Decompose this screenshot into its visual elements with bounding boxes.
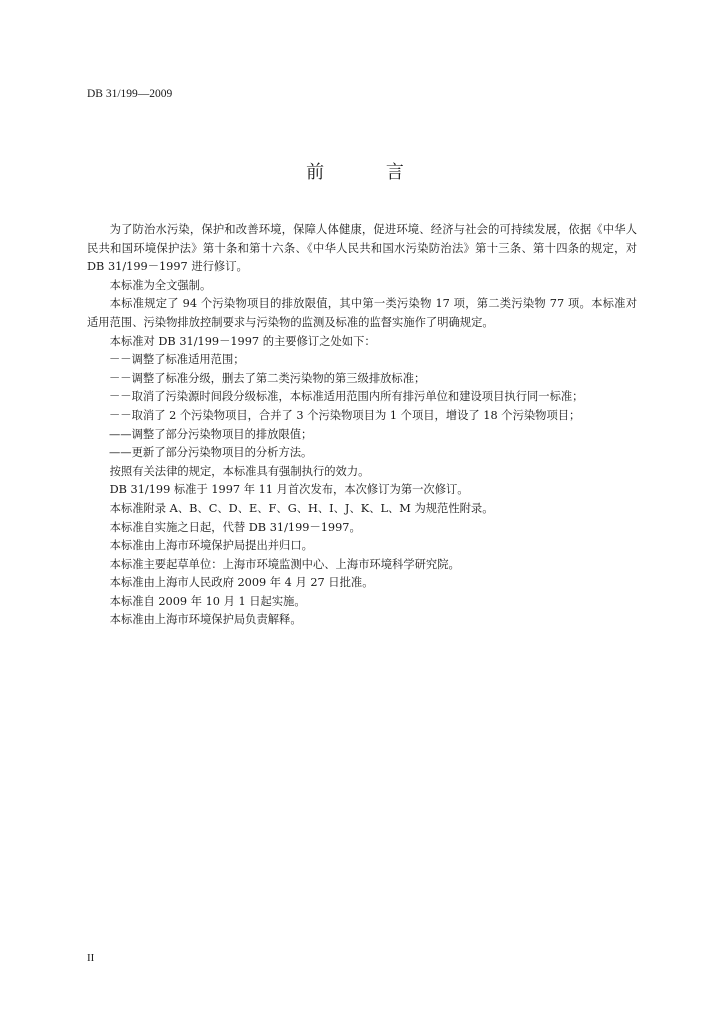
revisions-intro: 本标准对 DB 31/199－1997 的主要修订之处如下： <box>109 334 376 348</box>
closing-line: 本标准主要起草单位：上海市环境监测中心、上海市环境科学研究院。 <box>109 557 460 571</box>
closing-line: 按照有关法律的规定，本标准具有强制执行的效力。 <box>109 464 370 478</box>
closing-line: 本标准由上海市环境保护局负责解释。 <box>109 613 302 627</box>
revision-item: －－取消了污染源时间段分级标准，本标准适用范围内所有排污单位和建设项目执行同一标准； <box>109 390 584 404</box>
page-title: 前 言 <box>306 162 432 183</box>
revision-item: －－取消了 2 个污染物项目，合并了 3 个污染物项目为 1 个项目，增设了 18 个污染物项目； <box>109 408 581 422</box>
mandatory-statement: 本标准为全文强制。 <box>109 278 212 292</box>
closing-line: 本标准由上海市环境保护局提出并归口。 <box>109 539 313 553</box>
intro-paragraph: 为了防治水污染，保护和改善环境，保障人体健康，促进环境、经济与社会的可持续发展，依据《中华人民共和国环境保护法》第十条和第十六条、《中华人民共和国水污染防治法》第十三条、第十四条的规定，对 DB 31/199－1997 进行修订。 <box>87 223 637 274</box>
page-number: II <box>87 952 95 964</box>
standard-code-header: DB 31/199—2009 <box>87 88 173 100</box>
revision-item: ——更新了部分污染物项目的分析方法。 <box>109 446 313 460</box>
revision-item: －－调整了标准分级，删去了第二类污染物的第三级排放标准； <box>109 371 426 385</box>
document-body <box>87 221 637 630</box>
revision-list <box>87 351 637 463</box>
closing-line: 本标准由上海市人民政府 2009 年 4 月 27 日批准。 <box>109 576 374 590</box>
revision-item: －－调整了标准适用范围； <box>109 353 245 367</box>
scope-paragraph: 本标准规定了 94 个污染物项目的排放限值，其中第一类污染物 17 项，第二类污染物 77 项。本标准对适用范围、污染物排放控制要求与污染物的监测及标准的监督实施作了明确规定。 <box>87 297 637 329</box>
closing-statements <box>87 463 637 630</box>
closing-line: 本标准附录 A、B、C、D、E、F、G、H、I、J、K、L、M 为规范性附录。 <box>109 501 494 515</box>
revision-item: ——调整了部分污染物项目的排放限值； <box>109 427 313 441</box>
closing-line: 本标准自 2009 年 10 月 1 日起实施。 <box>109 594 306 608</box>
closing-line: DB 31/199 标准于 1997 年 11 月首次发布，本次修订为第一次修订。 <box>109 483 469 497</box>
closing-line: 本标准自实施之日起，代替 DB 31/199－1997。 <box>109 520 361 534</box>
